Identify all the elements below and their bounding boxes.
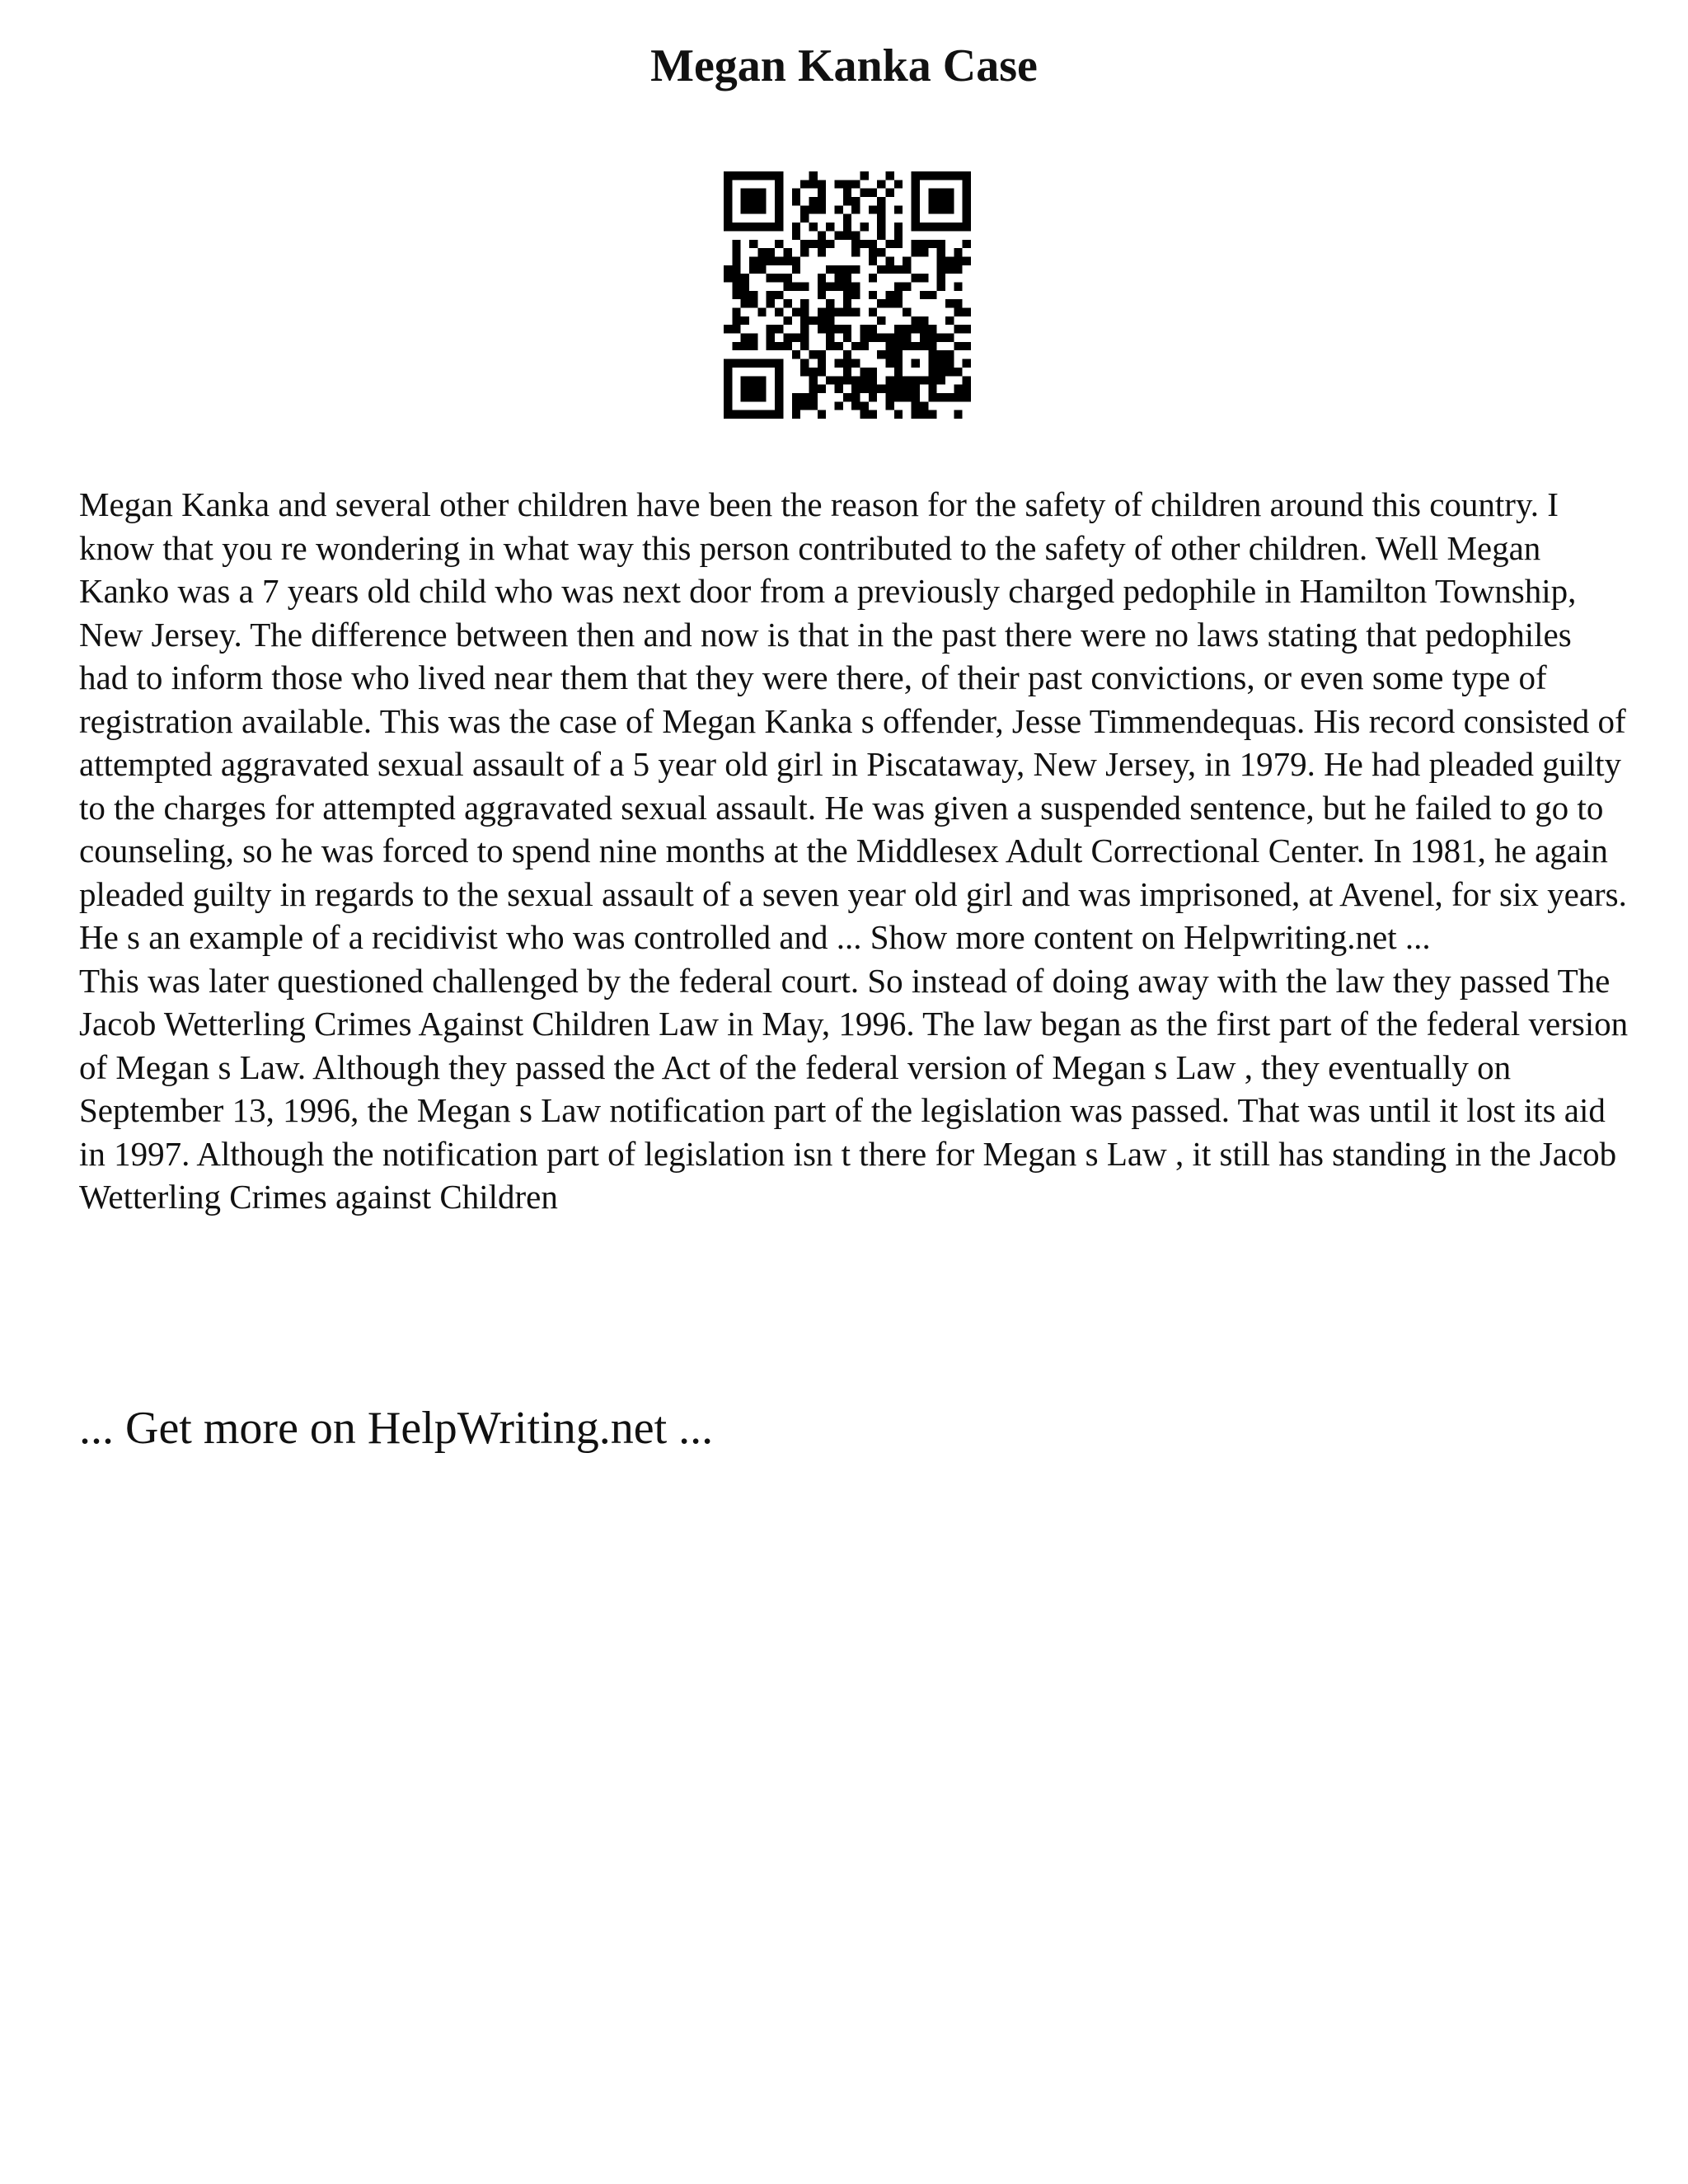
get-more-link[interactable]: ... Get more on HelpWriting.net ... bbox=[79, 1403, 714, 1454]
qr-code-graphic bbox=[724, 171, 971, 419]
paragraph-2: This was later questioned challenged by the federal court. So instead of doing away with the law they passed The Jacob Wetterling Crimes Against Children Law in May, 1996. The law began as the first part of the federal version of Megan s Law. Although they passed the Act of the federal version of Megan s Law , they eventually on September 13, 1996, the Megan s Law notification part of the legislation was passed. That was until it lost its aid in 1997. Although the notification part of legislation isn t there for Megan s Law , it still has standing in the Jacob Wetterling Crimes against Children bbox=[79, 961, 1629, 1216]
page-title: Megan Kanka Case bbox=[650, 40, 1038, 91]
body-text bbox=[79, 483, 1629, 1219]
qr-code-icon[interactable] bbox=[724, 171, 971, 419]
paragraph-1: Megan Kanka and several other children have been the reason for the safety of children around this country. I know that you re wondering in what way this person contributed to the safety of other children. Well Megan Kanko was a 7 years old child who was next door from a previously charged pedophile in Hamilton Township, New Jersey. The difference between then and now is that in the past there were no laws stating that pedophiles had to inform those who lived near them that they were there, of their past convictions, or even some type of registration available. This was the case of Megan Kanka s offender, Jesse Timmendequas. His record consisted of attempted aggravated sexual assault of a 5 year old girl in Piscataway, New Jersey, in 1979. He had pleaded guilty to the charges for attempted aggravated sexual assault. He was given a suspended sentence, but he failed to go to counseling, so he was forced to spend nine months at the Middlesex Adult Correctional Center. In 1981, he again pleaded guilty in regards to the sexual assault of a seven year old girl and was imprisoned, at Avenel, for six years. He s an example of a recidivist who was controlled and ... Show more content on Helpwriting.net ... bbox=[79, 485, 1627, 956]
